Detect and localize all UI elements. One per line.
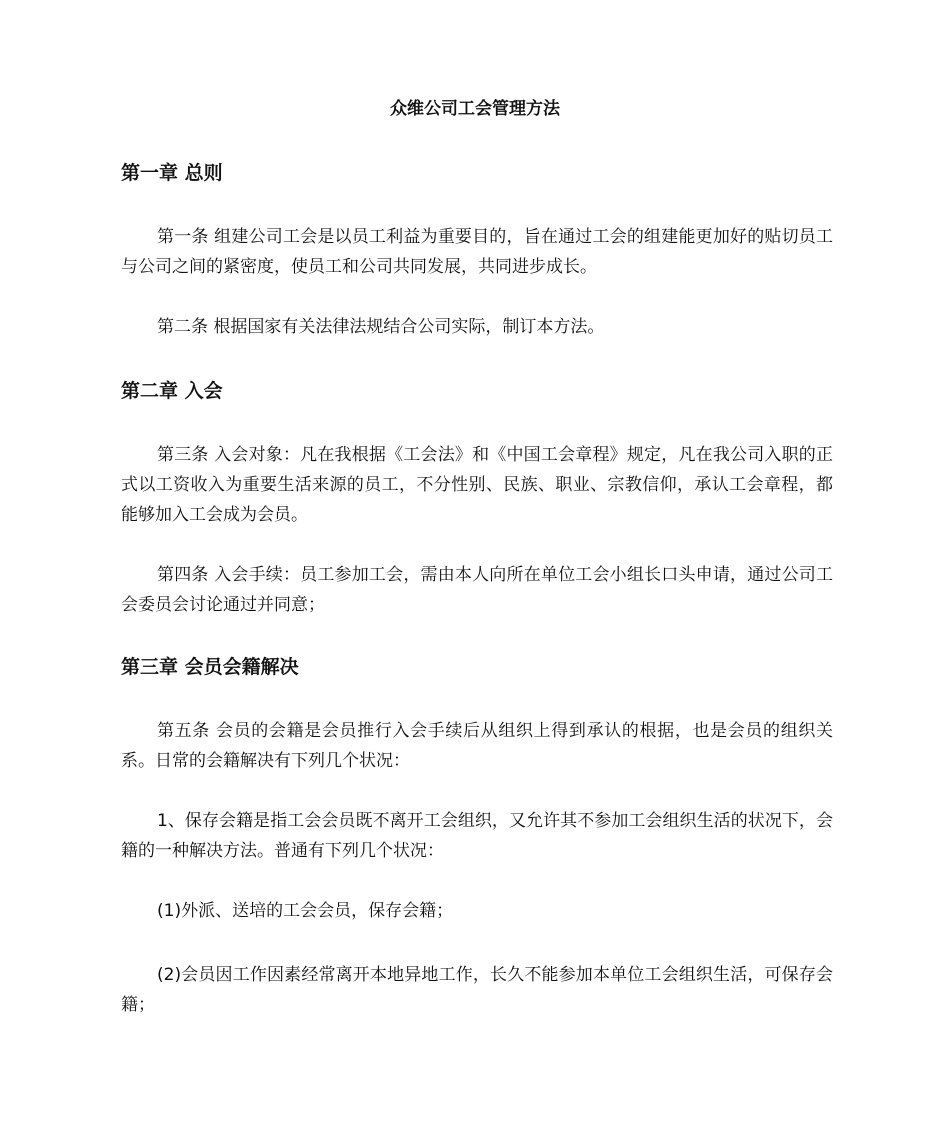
document-title: 众维公司工会管理方法 xyxy=(390,99,560,119)
sub-clause-1-paragraph: (1)外派、送培的工会会员，保存会籍； xyxy=(157,901,454,921)
article-3-paragraph: 第三条 入会对象：凡在我根据《工会法》和《中国工会章程》规定，凡在我公司入职的正式以工资收入为重要生活来源的员工，不分性别、民族、职业、宗教信仰，承认工会章程，都能够加入工会成为会员。 xyxy=(121,445,833,525)
article-4-paragraph: 第四条 入会手续：员工参加工会，需由本人向所在单位工会小组长口头申请，通过公司工会委员会讨论通过并同意； xyxy=(121,565,833,615)
article-2-paragraph: 第二条 根据国家有关法律法规结合公司实际，制订本方法。 xyxy=(157,317,605,337)
chapter-heading-1: 第一章 总则 xyxy=(121,162,223,184)
chapter-heading-2: 第二章 入会 xyxy=(121,380,223,402)
article-5-paragraph: 第五条 会员的会籍是会员推行入会手续后从组织上得到承认的根据，也是会员的组织关系。日常的会籍解决有下列几个状况： xyxy=(121,721,833,771)
article-1-paragraph: 第一条 组建公司工会是以员工利益为重要目的，旨在通过工会的组建能更加好的贴切员工与公司之间的紧密度，使员工和公司共同发展，共同进步成长。 xyxy=(121,227,833,277)
chapter-heading-3: 第三章 会员会籍解决 xyxy=(121,656,299,678)
sub-clause-2-paragraph: (2)会员因工作因素经常离开本地异地工作，长久不能参加本单位工会组织生活，可保存会籍； xyxy=(121,965,833,1015)
clause-1-paragraph: 1、保存会籍是指工会会员既不离开工会组织，又允许其不参加工会组织生活的状况下，会籍的一种解决方法。普通有下列几个状况： xyxy=(121,811,833,861)
